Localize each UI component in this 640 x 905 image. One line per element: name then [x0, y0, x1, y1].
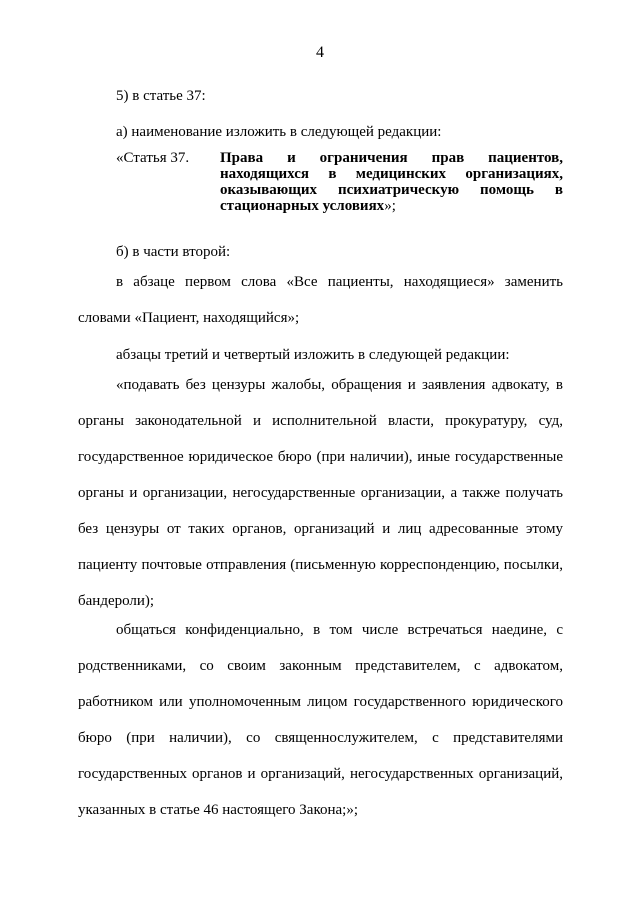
paragraph-replace-words: в абзаце первом слова «Все пациенты, находящиеся» заменить словами «Пациент, находящийся»;: [78, 274, 563, 326]
article-label: «Статья 37.: [116, 150, 190, 166]
paragraph-item-5: 5) в статье 37:: [116, 88, 206, 104]
page-number: 4: [316, 44, 324, 61]
paragraph-subitem-b: б) в части второй:: [116, 244, 231, 260]
paragraph-new-wording: абзацы третий и четвертый изложить в следующей редакции:: [116, 347, 510, 363]
paragraph-quoted-rights-1: «подавать без цензуры жалобы, обращения и заявления адвокату, в органы законодательной и исполнительной власти, прокуратуру, суд, государственное юридическое бюро (при наличии), иные государственные органы и организации, негосударственные организации, а также получать без цензуры от таких органов, организаций и лиц адресованные этому пациенту почтовые отправления (письменную корреспонденцию, посылки, бандероли);: [78, 377, 563, 609]
paragraph-subitem-a: а) наименование изложить в следующей редакции:: [116, 124, 442, 140]
article-title-text: Права и ограничения прав пациентов, находящихся в медицинских организациях, оказывающих психиатрическую помощь в стационарных условиях: [220, 150, 563, 214]
article-title-tail: »;: [384, 198, 396, 214]
paragraph-quoted-rights-2: общаться конфиденциально, в том числе встречаться наедине, с родственниками, со своим законным представителем, с адвокатом, работником или уполномоченным лицом государственного юридического бюро (при наличии), со священнослужителем, с представителями государственных органов и организаций, негосударственных организаций, указанных в статье 46 настоящего Закона;»;: [78, 622, 563, 818]
article-title: [220, 150, 563, 214]
